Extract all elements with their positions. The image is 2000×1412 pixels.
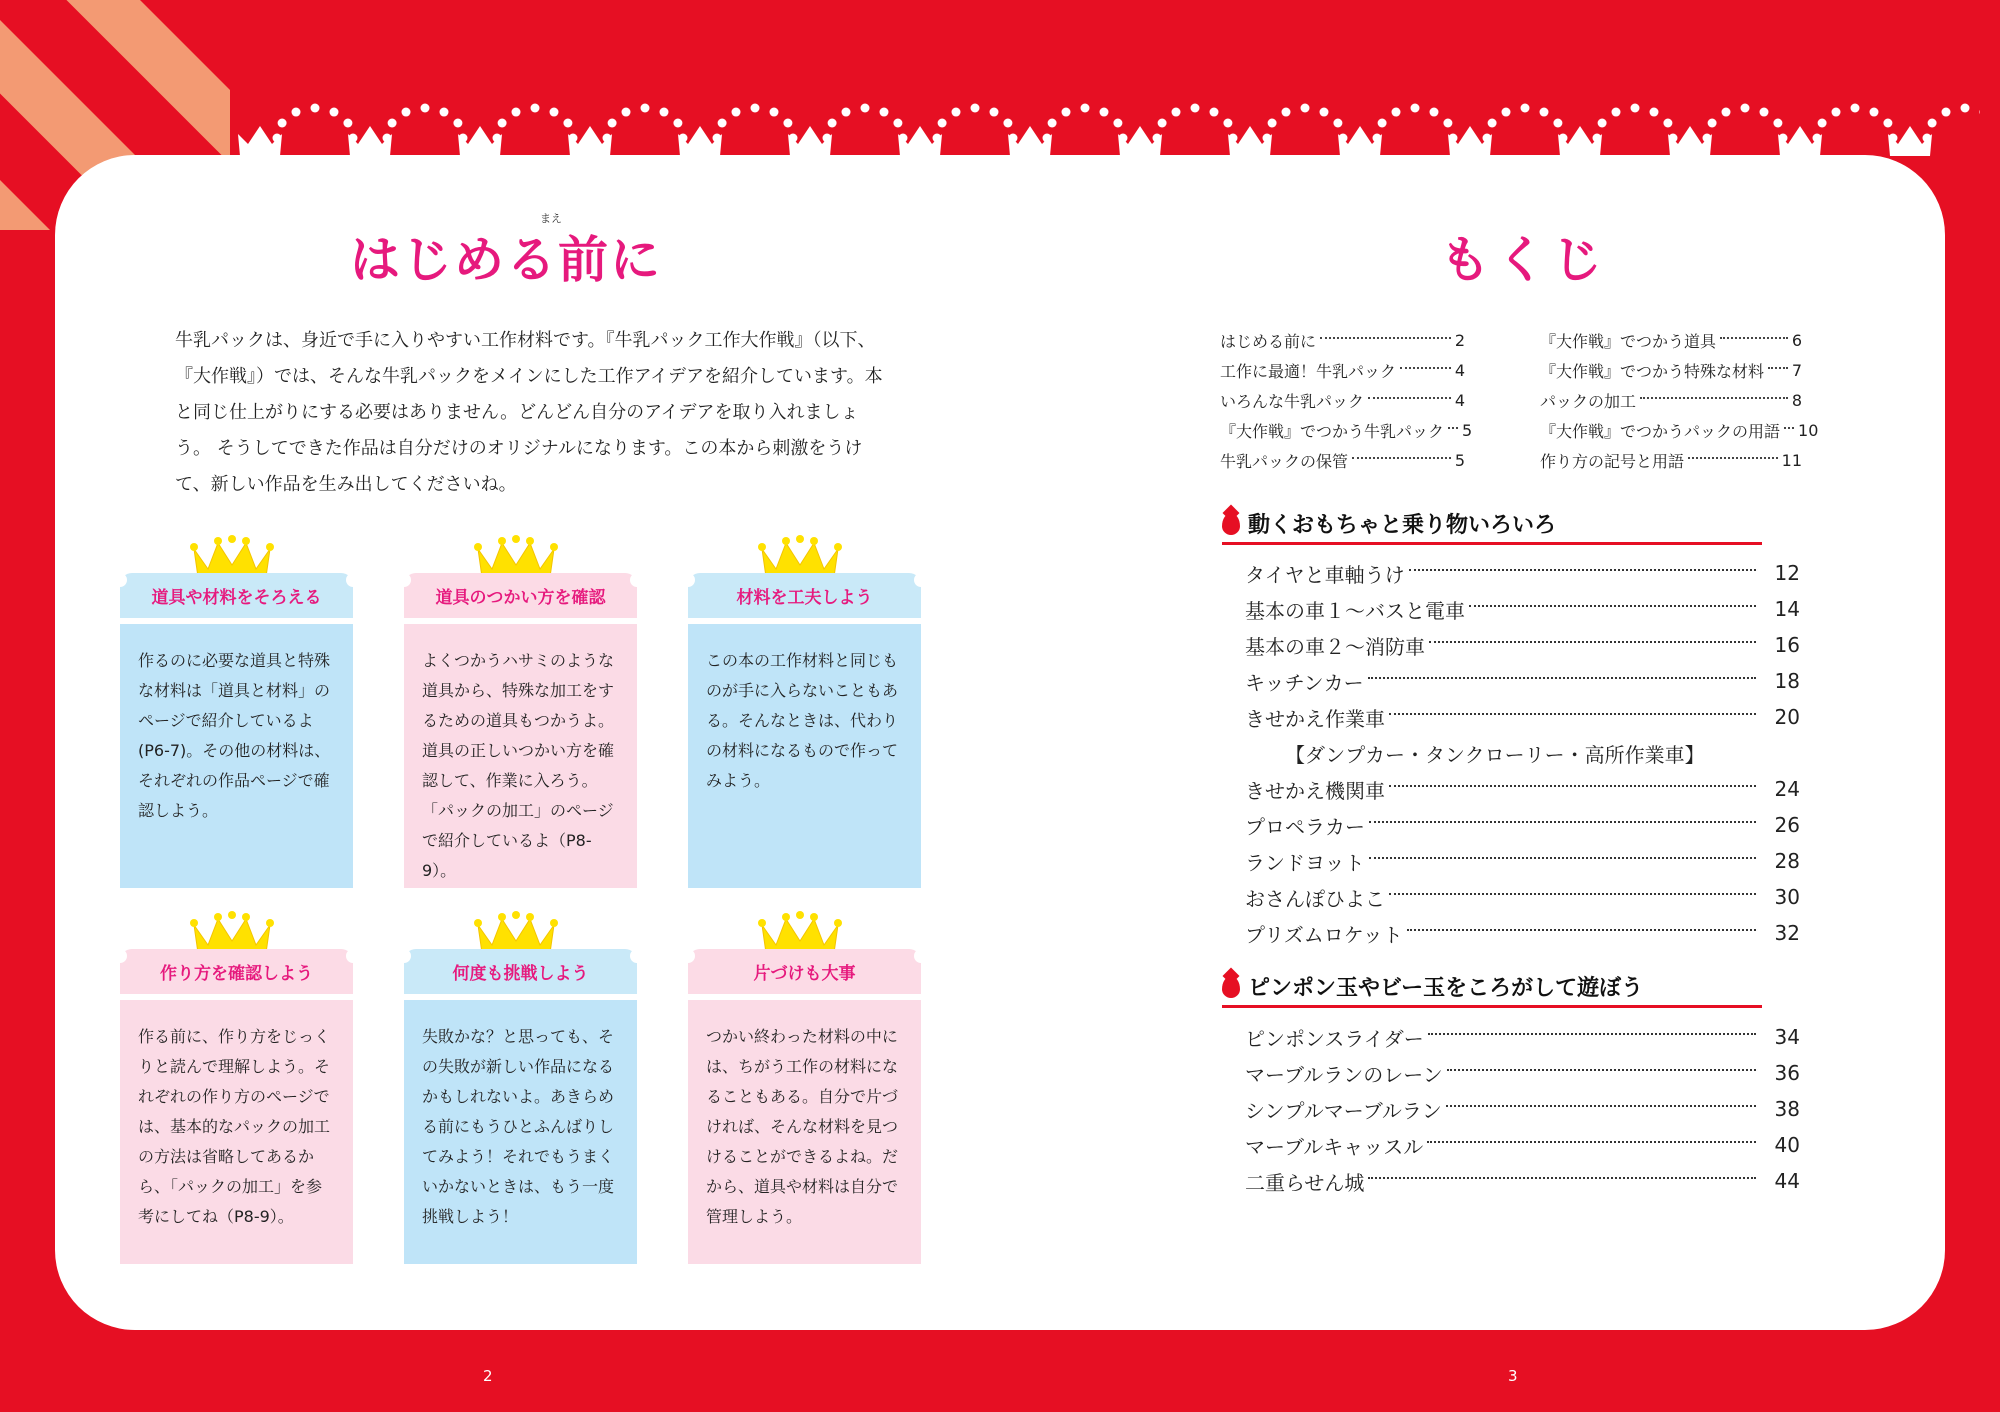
tip-card-2 xyxy=(404,573,637,888)
toc-entry[interactable]: 基本の車２～消防車 16 xyxy=(1245,633,1800,659)
dot-decoration xyxy=(1003,119,1012,128)
section-title: ピンポン玉やビー玉をころがして遊ぼう xyxy=(1248,976,1644,1001)
toc-entry[interactable]: キッチンカー 18 xyxy=(1245,669,1800,695)
dot-decoration xyxy=(770,108,779,117)
dot-decoration xyxy=(952,108,961,117)
tip-card-title: 片づけも大事 xyxy=(688,949,921,994)
dot-decoration xyxy=(1540,108,1549,117)
dot-decoration xyxy=(1392,108,1401,117)
toc-section-1-list xyxy=(1245,555,1800,951)
dot-decoration xyxy=(828,119,837,128)
tip-card-body: 作る前に、作り方をじっくりと読んで理解しよう。それぞれの作り方のページでは、基本的なパックの加工の方法は省略してあるから、「パックの加工」を参考にしてね（P8-9）。 xyxy=(120,1000,353,1264)
dot-decoration xyxy=(1210,108,1219,117)
toc-entry[interactable]: 『大作戦』でつかう特殊な材料 7 xyxy=(1540,360,1802,381)
dot-decoration xyxy=(1773,119,1782,128)
dot-decoration xyxy=(388,119,397,128)
dot-decoration xyxy=(1113,119,1122,128)
dot-decoration xyxy=(1333,119,1342,128)
dot-decoration xyxy=(1081,104,1090,113)
dot-decoration xyxy=(1521,104,1530,113)
dot-decoration xyxy=(1851,104,1860,113)
dot-decoration xyxy=(343,119,352,128)
dot-decoration xyxy=(550,108,559,117)
dot-decoration xyxy=(842,108,851,117)
dot-decoration xyxy=(1961,104,1970,113)
dot-decoration xyxy=(1223,119,1232,128)
dot-decoration xyxy=(1598,119,1607,128)
dot-decoration xyxy=(673,119,682,128)
tip-card-1 xyxy=(120,573,353,888)
dot-decoration xyxy=(1268,119,1277,128)
dot-decoration xyxy=(440,108,449,117)
dot-decoration xyxy=(1818,119,1827,128)
dot-decoration xyxy=(421,104,430,113)
dot-decoration xyxy=(1708,119,1717,128)
dot-decoration xyxy=(603,134,612,143)
dot-decoration xyxy=(718,119,727,128)
toc-entry[interactable]: タイヤと車軸うけ 12 xyxy=(1245,561,1800,587)
dot-decoration xyxy=(1928,119,1937,128)
tip-card-title: 材料を工夫しよう xyxy=(688,573,921,618)
dot-decoration xyxy=(402,108,411,117)
toc-entry[interactable]: はじめる前に 2 xyxy=(1220,330,1465,351)
toc-section-heading xyxy=(1222,505,1762,545)
dot-decoration xyxy=(1813,134,1822,143)
tip-card-title: 作り方を確認しよう xyxy=(120,949,353,994)
dot-decoration xyxy=(1722,108,1731,117)
tip-card-body: 作るのに必要な道具と特殊な材料は「道具と材料」のページで紹介しているよ(P6-7)。その他の材料は、それぞれの作品ページで確認しよう。 xyxy=(120,624,353,888)
toc-entry[interactable]: 基本の車１～バスと電車 14 xyxy=(1245,597,1800,623)
dot-decoration xyxy=(1282,108,1291,117)
dot-decoration xyxy=(1593,134,1602,143)
tip-card-body: この本の工作材料と同じものが手に入らないこともある。そんなときは、代わりの材料になるもので作ってみよう。 xyxy=(688,624,921,888)
dot-decoration xyxy=(273,134,282,143)
dot-decoration xyxy=(383,134,392,143)
dot-decoration xyxy=(1612,108,1621,117)
dot-decoration xyxy=(1100,108,1109,117)
dot-decoration xyxy=(732,108,741,117)
dot-decoration xyxy=(531,104,540,113)
dot-decoration xyxy=(971,104,980,113)
toc-front-matter-right xyxy=(1540,325,1819,475)
dot-decoration xyxy=(1048,119,1057,128)
dot-decoration xyxy=(622,108,631,117)
dot-decoration xyxy=(713,134,722,143)
tip-card-4 xyxy=(120,949,353,1264)
tip-card-title: 道具や材料をそろえる xyxy=(120,573,353,618)
page-number-right: 3 xyxy=(1508,1367,1518,1385)
toc-entry[interactable]: 二重らせん城 44 xyxy=(1245,1169,1800,1195)
dot-decoration xyxy=(823,134,832,143)
dot-decoration xyxy=(880,108,889,117)
dot-decoration xyxy=(1062,108,1071,117)
dot-decoration xyxy=(1502,108,1511,117)
dot-decoration xyxy=(1870,108,1879,117)
toc-entry[interactable]: ランドヨット 28 xyxy=(1245,849,1800,875)
dot-decoration xyxy=(1263,134,1272,143)
dot-decoration xyxy=(292,108,301,117)
tip-card-body: つかい終わった材料の中には、ちがう工作の材料になることもある。自分で片づければ、そんな材料を見つけることができるよね。だから、道具や材料は自分で管理しよう。 xyxy=(688,1000,921,1264)
dot-decoration xyxy=(563,119,572,128)
drop-icon xyxy=(1222,513,1240,535)
toc-entry[interactable]: 作り方の記号と用語 11 xyxy=(1540,450,1802,471)
tip-card-title: 道具のつかい方を確認 xyxy=(404,573,637,618)
dot-decoration xyxy=(278,119,287,128)
dot-decoration xyxy=(498,119,507,128)
toc-entry[interactable]: 工作に最適！牛乳パック 4 xyxy=(1220,360,1465,381)
toc-entry[interactable]: マーブルキャッスル 40 xyxy=(1245,1133,1800,1159)
intro-paragraph: 牛乳パックは、身近で手に入りやすい工作材料です。『牛乳パック工作大作戦』（以下、『大作戦』）では、そんな牛乳パックをメインにした工作アイデアを紹介しています。本と同じ仕上がりにする必要はありません。どんどん自分のアイデアを取り入れましょう。 そうしてできた作品は自分だけのオリジナルになります。この本から刺激をうけて、新しい作品を生み出してくださいね。 xyxy=(175,330,883,495)
dot-decoration xyxy=(990,108,999,117)
dot-decoration xyxy=(1191,104,1200,113)
drop-icon xyxy=(1222,976,1240,998)
dot-decoration xyxy=(1631,104,1640,113)
dot-decoration xyxy=(1430,108,1439,117)
tip-card-5 xyxy=(404,949,637,1264)
dot-decoration xyxy=(1483,134,1492,143)
dot-decoration xyxy=(453,119,462,128)
dot-decoration xyxy=(641,104,650,113)
page-title-right: もくじ xyxy=(1440,231,1608,289)
tip-card-body: よくつかうハサミのような道具から、特殊な加工をするための道具もつかうよ。道具の正しいつかい方を確認して、作業に入ろう。「パックの加工」のページで紹介しているよ（P8-9）。 xyxy=(404,624,637,888)
dot-decoration xyxy=(1703,134,1712,143)
toc-entry[interactable]: 『大作戦』でつかうパックの用語 10 xyxy=(1540,420,1819,441)
dot-decoration xyxy=(512,108,521,117)
dot-decoration xyxy=(1301,104,1310,113)
dot-decoration xyxy=(493,134,502,143)
toc-entry[interactable]: 『大作戦』でつかう道具 6 xyxy=(1540,330,1802,351)
section-title: 動くおもちゃと乗り物いろいろ xyxy=(1248,513,1557,538)
dot-decoration xyxy=(1553,119,1562,128)
dot-decoration xyxy=(1760,108,1769,117)
toc-section-2-list xyxy=(1245,1019,1800,1199)
dot-decoration xyxy=(1663,119,1672,128)
dot-decoration xyxy=(1832,108,1841,117)
toc-entry[interactable]: 牛乳パックの保管 5 xyxy=(1220,450,1465,471)
tip-card-body: 失敗かな？と思っても、その失敗が新しい作品になるかもしれないよ。あきらめる前にもうひとふんばりしてみよう！それでもうまくいかないときは、もう一度挑戦しよう！ xyxy=(404,1000,637,1264)
dot-decoration xyxy=(1411,104,1420,113)
dot-decoration xyxy=(1320,108,1329,117)
toc-subentry: 【ダンプカー・タンクローリー・高所作業車】 xyxy=(1285,742,1705,767)
toc-entry[interactable]: シンプルマーブルラン 38 xyxy=(1245,1097,1800,1123)
dot-decoration xyxy=(1923,134,1932,143)
dot-decoration xyxy=(751,104,760,113)
dot-decoration xyxy=(1883,119,1892,128)
toc-entry[interactable]: プロペラカー 26 xyxy=(1245,813,1800,839)
tip-card-6 xyxy=(688,949,921,1264)
dot-decoration xyxy=(608,119,617,128)
dot-decoration xyxy=(1378,119,1387,128)
dot-decoration xyxy=(1980,108,1981,117)
tip-card-title: 何度も挑戦しよう xyxy=(404,949,637,994)
toc-front-matter-left xyxy=(1220,325,1473,475)
dot-decoration xyxy=(330,108,339,117)
toc-entry[interactable]: きせかえ機関車 24 xyxy=(1245,777,1800,803)
dot-decoration xyxy=(1942,108,1951,117)
dot-decoration xyxy=(1153,134,1162,143)
toc-entry[interactable]: おさんぽひよこ 30 xyxy=(1245,885,1800,911)
toc-entry[interactable]: 『大作戦』でつかう牛乳パック 5 xyxy=(1220,420,1473,441)
dot-decoration xyxy=(1488,119,1497,128)
dot-decoration xyxy=(861,104,870,113)
page-title-left: はじめる前に xyxy=(350,231,662,289)
toc-section-heading xyxy=(1222,968,1762,1008)
dot-decoration xyxy=(660,108,669,117)
dot-decoration xyxy=(938,119,947,128)
toc-entry[interactable]: マーブルランのレーン 36 xyxy=(1245,1061,1800,1087)
toc-entry[interactable]: プリズムロケット 32 xyxy=(1245,921,1800,947)
dot-decoration xyxy=(1650,108,1659,117)
dot-decoration xyxy=(933,134,942,143)
dot-decoration xyxy=(1043,134,1052,143)
dot-decoration xyxy=(1373,134,1382,143)
tip-card-3 xyxy=(688,573,921,888)
crown-border-decoration xyxy=(220,98,1980,158)
dot-decoration xyxy=(311,104,320,113)
toc-entry[interactable]: いろんな牛乳パック 4 xyxy=(1220,390,1465,411)
dot-decoration xyxy=(1443,119,1452,128)
toc-entry[interactable]: きせかえ作業車 20 xyxy=(1245,705,1800,731)
toc-entry[interactable]: ピンポンスライダー 34 xyxy=(1245,1025,1800,1051)
page-number-left: 2 xyxy=(483,1367,493,1385)
toc-entry[interactable]: パックの加工 8 xyxy=(1540,390,1802,411)
dot-decoration xyxy=(1172,108,1181,117)
dot-decoration xyxy=(1741,104,1750,113)
title-ruby: まえ xyxy=(540,212,562,225)
dot-decoration xyxy=(1158,119,1167,128)
dot-decoration xyxy=(783,119,792,128)
dot-decoration xyxy=(893,119,902,128)
